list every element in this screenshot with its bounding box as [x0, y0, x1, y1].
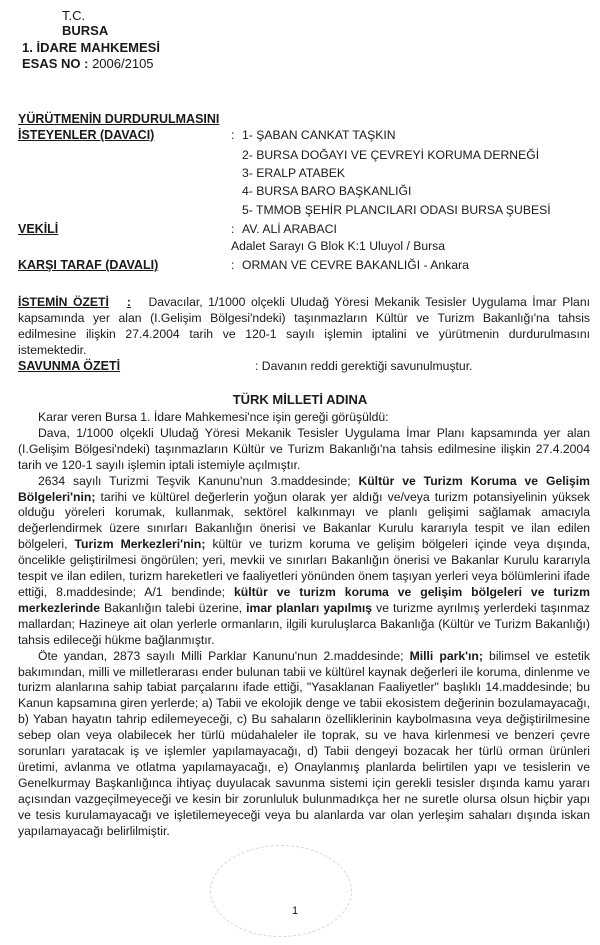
istem-label: İSTEMİN ÖZETİ: [18, 295, 109, 309]
city-header: BURSA: [62, 23, 109, 38]
p3-bold-h: imar planları yapılmış: [246, 600, 373, 615]
colon: :: [231, 128, 235, 142]
vekil-address: Adalet Sarayı G Blok K:1 Uluyol / Bursa: [231, 239, 446, 253]
davaci-1: 1- ŞABAN CANKAT TAŞKIN: [242, 128, 396, 142]
istem-text: Davacılar, 1/1000 olçekli Uludağ Yöresi Mekanik Tesisler Uygulama İmar Planı kapsamında yer alan (I.Gelişim Bölgesi'ndeki) taşınmazların Kültür ve Turizm Bakanlığı'na tahsis edilmesine ilişkin 27.4.2004 tarih ve 120-1 sayılı işlemin iptalini ve yürütmenin durdurulmasını istemektedir.: [18, 295, 590, 357]
davaci-4: 4- BURSA BARO BAŞKANLIĞI: [242, 184, 412, 198]
p3-text-e: kültür ve turizm koruma ve gelişim bölgeleri içinde veya dışında, öncelikle geliştirilmesi öngörülen; yeri, mevkii ve sınırları Bakanlığın önerisi ve Bakanlar Kurulu kararıyla tespit ve ilan edilen, turizm hareketleri ve faaliyetleri yönünden önem taşıyan yerleri veya bölümlerini ifade ettiği, 8.maddesinde; A/1 bendinde;: [18, 537, 590, 599]
paragraph-4: [18, 649, 590, 840]
davaci-2: 2- BURSA DOĞAYI VE ÇEVREYİ KORUMA DERNEĞİ: [242, 148, 540, 162]
vekil-label: VEKİLİ: [18, 222, 59, 236]
davaci-5: 5- TMMOB ŞEHİR PLANCILARI ODASI BURSA ŞUBESİ: [242, 203, 551, 217]
tc-header: T.C.: [62, 8, 86, 23]
davaci-3: 3- ERALP ATABEK: [242, 166, 345, 180]
esas-no: [22, 56, 154, 71]
karsi-taraf-label: KARŞI TARAF (DAVALI): [18, 258, 159, 272]
istem-ozeti: [18, 295, 590, 359]
p3-text-i: ve turizme ayrılmış yerlerdeki taşınmaz mallardan; Hazineye ait olan yerlerle ormanların, ilgili kuruluşlarca Bakanlığa (Kültür ve Turizm Bakanlığı) tahsis edileceği hükme bağlanmıştır.: [18, 600, 590, 647]
p3-text-a: 2634 sayılı Turizmi Teşvik Kanunu'nun 3.maddesinde;: [38, 473, 359, 488]
p4-text-c: bilimsel ve estetik bakımından, milli ve milletlerarası ender bulunan tabii ve kültürel kaynak değerleri ile koruma, dinlenme ve turizm alanlarına sahip tabiat parçalarını ifade ettiği, "Yasaklanan Faaliyetler" başlıklı 14.maddesinde; bu Kanun kapsamına giren yerlerde; a) Tabii ve ekolojik denge ve tabii ekosistem değerinin bozulamayacağı, b) Yaban hayatın tahrip edilemeyeceği, c) Bu sahaların özelliklerinin kaybolmasına veya değiştirilmesine sebep olan veya olabilecek her türlü müdahaleler ile toprak, su ve hava kirlenmesi ve benzeri çevre sorunları yaratacak iş ve işlemler yapılamayacağı, d) Tabii dengeyi bozacak her türlü orman ürünleri üretimi, avlanma ve otlatma yapılamayacağı, e) Onaylanmış planlarda belirtilen yapı ve tesislerin ve Genelkurmay Başkanlığınca ihtiyaç duyulacak savunma sistemi için gerekli tesisler dışında kamu yararı açısından vazgeçilmeyeceği ve kesin bir zorunluluk bulunmadıkça her ne suretle olursa olsun hiçbir yapı ve tesis kurulamayacağı ve işletilemeyeceği veya bu alanlarda var olan yerleşim sahaları dışında iskan yapılamayacağı belirlilmiştir.: [18, 648, 590, 838]
page-number: 1: [292, 905, 299, 917]
p3-bold-b: Kültür ve Turizm Koruma ve Gelişim Bölgeleri'nin;: [18, 473, 590, 504]
paragraph-1: Karar veren Bursa 1. İdare Mahkemesi'nce işin gereği görüşüldü:: [38, 410, 389, 424]
istem-colon: :: [126, 295, 131, 309]
savunma-value: Davanın reddi gerektiği savunulmuştur.: [261, 359, 473, 373]
savunma-text: : Davanın reddi gerektiği savunulmuştur.: [255, 359, 473, 373]
p3-text-g: Bakanlığın talebi üzerine,: [99, 600, 247, 615]
court-name: 1. İDARE MAHKEMESİ: [22, 40, 160, 55]
seal-stamp: [210, 845, 352, 937]
esas-value: 2006/2105: [88, 56, 154, 71]
karsi-taraf-value: ORMAN VE CEVRE BAKANLIĞI - Ankara: [242, 258, 469, 272]
p4-bold-b: Milli park'ın;: [409, 648, 483, 663]
decision-body: [18, 410, 590, 839]
p3-text-c: tarihi ve kültürel değerlerin yoğun olarak yer aldığı ve/veya turizm potansiyelinin yüksek olduğu yöreleri korumak, kullanmak, sektörel kalkınmayı ve planlı gelişimi sağlamak amacıyla değerlendirmek üzere sınırları Bakanlığın önerisi ve Bakanlar Kurulu kararıyla tespit ve ilan edilen bölgeleri,: [18, 489, 590, 552]
decision-title: TÜRK MİLLETİ ADINA: [232, 392, 368, 407]
p3-bold-f: kültür ve turizm koruma ve gelişim bölgeleri ve turizm merkezlerinde: [18, 584, 590, 615]
paragraph-2: Dava, 1/1000 olçekli Uludağ Yöresi Mekanik Tesisler Uygulama İmar Planı kapsamında yer alan (I.Gelişim Bölgesi'ndeki) taşınmazların Kültür ve Turizm Bakanlığı'na tahsis edilmesine ilişkin 27.4.2004 tarih ve 120-1 sayılı işlemin iptali istemiyle açılmıştır.: [18, 425, 590, 472]
p4-text-a: Öte yandan, 2873 sayılı Milli Parklar Kanunu'nun 2.maddesinde;: [38, 648, 410, 663]
davaci-label: İSTEYENLER (DAVACI): [18, 128, 155, 142]
paragraph-3: [18, 474, 590, 649]
esas-label: ESAS NO :: [22, 56, 89, 71]
colon: :: [231, 222, 235, 236]
yurutme-label: YÜRÜTMENİN DURDURULMASINI: [18, 112, 220, 126]
p3-bold-d: Turizm Merkezleri'nin;: [74, 537, 206, 552]
colon: :: [231, 258, 235, 272]
savunma-label: SAVUNMA ÖZETİ: [18, 359, 121, 373]
vekil-name: AV. ALİ ARABACI: [242, 222, 337, 236]
